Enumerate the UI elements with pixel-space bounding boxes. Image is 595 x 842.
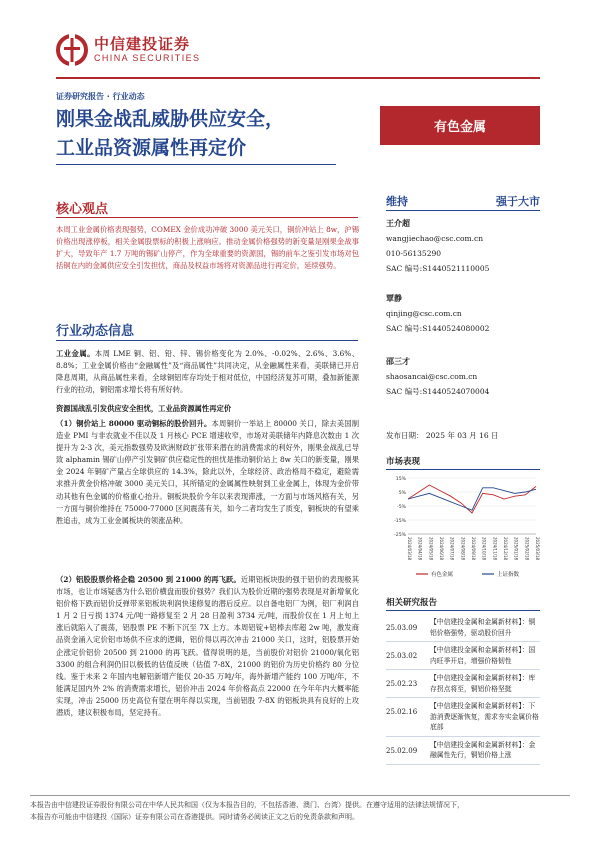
report-item[interactable] xyxy=(386,670,540,698)
report-item[interactable] xyxy=(386,737,540,765)
report-title-link[interactable]: 【中信建投金属和金属新材料】：铜铝价格强势，驱动股价回升 xyxy=(430,618,536,637)
csc-logo-icon xyxy=(56,34,88,66)
y-tick-label: -25% xyxy=(394,533,406,538)
report-date: 25.03.09 xyxy=(386,624,418,632)
core-heading-rule xyxy=(56,217,358,218)
paragraph-text: 本周铜价一举站上 80000 关口，除去美国制造业 PMI 与非农就业不佳以及 1 月核心 PCE 增速收窄，市场对美联储年内降息次数由 1 次提升为 2-3 次，美元指数强势及欧洲财政扩张带来潜在的消费需求的利好外，刚果金战乱已导致 alphamin 锡矿山停产引发铜矿供应稳定性的担忧是推动铜价站上 8w 关口的新变量，刚果金 2024 年铜矿产量占全球供应的 14.3%，除此以外，全球经济、政治格局不稳定，避险需求推升黄金价格冲破 3000 美元关口，其所锚定的金属属性映射到工业金属上，体现为金价带动其他有色金属的价格重心抬升。铜板块股价今年以来表现滞涨，一方面与市场风格有关，另一方面与铜价维持在 75000-77000 区间震荡有关，如今二者均发生了质变，铜板块的有望乘胜追击，成为工业金属板块的领涨品种。 xyxy=(56,419,359,525)
aluminum-paragraph xyxy=(56,574,359,719)
x-tick-label: 2024/12/18 xyxy=(503,537,508,561)
market-heading: 市场表现 xyxy=(386,457,421,467)
reports-heading: 相关研究报告 xyxy=(386,598,438,608)
rating-row xyxy=(386,193,540,209)
paragraph-label: 工业金属。 xyxy=(56,349,95,358)
x-tick-label: 2025/01/18 xyxy=(513,537,519,561)
x-tick-label: 2024/11/18 xyxy=(492,537,498,561)
report-title-link[interactable]: 【中信建投金属和金属新材料】：金融属性先行，铜铝价格上涨 xyxy=(430,740,536,759)
report-title-link[interactable]: 【中信建投金属和金属新材料】：国内旺季开启，增强价格韧性 xyxy=(430,646,536,665)
analyst-block xyxy=(386,216,489,276)
subheading-supply-security: 资源国战乱引发供应安全担忧，工业品资源属性再定价 xyxy=(56,404,232,413)
header-divider xyxy=(56,77,540,79)
market-chart-svg xyxy=(386,472,540,582)
related-reports-list xyxy=(386,614,540,765)
paragraph-text: 近期铝板块股的强于铝价的表现极其市场，也让市场疑惑为什么铝价横盘而股价强势？我们认为股价近期的强势表现是对新增氧化铝价格下跌而铝价反弹带来铝板块利润快速修复的潜后反应。以自备电铝厂为例，铝厂利润自 1 月 2 日亏损 1374 元/吨一路修复至 2 月 28 日盈利 3734 元/吨，而股价仅在 1 月上旬上涨后就陷入了震荡，铝股票 PE 不断下沉至 7X 上方。本周铝锭+铝棒去库超 2w 吨，激发商品资金涌入定价铝市场供不应求的逻辑，铝价得以再次冲击 21000 关口，这时，铝股票开始企涨定价铝价 20500 到 21000 的再飞跃。值得说明的是，当前股价对铝价 21000/氧化铝 3300 的组合利润仍旧以极低的估值反映（估值 7-8X，21000 的铝价为历史价格约 80 分位线。鉴于未来 2 年国内电解铝新增产能仅 20-35 万吨/年，海外新增产能约 100 万吨/年，不能满足国内外 2% 的消费需求增长，铝价冲击 2024 年价格高点 22000 在今年年内大概率能实现，冲击 25000 历史高位有望在明年得以实现，当前铝股 7-8X 的铝板块具有良好的上攻潜质，建议积极布局，坚定持有。 xyxy=(56,575,359,718)
analyst-email: wangjiechao@csc.com.cn xyxy=(386,234,484,243)
analyst-sac: SAC 编号:S1440521110005 xyxy=(386,264,490,273)
reports-heading-rule xyxy=(386,610,540,611)
report-item[interactable] xyxy=(386,698,540,737)
industry-badge: 有色金属 xyxy=(380,106,540,145)
report-date: 25.02.09 xyxy=(386,746,418,755)
analyst-sac: SAC 编号:S1440524080002 xyxy=(386,324,490,333)
disclaimer-line-1: 本报告由中信建投证券股份有限公司在中华人民共和国（仅为本报告目的，不包括香港、澳门、台湾）提供。在遵守适用的法律法规情况下， xyxy=(30,801,464,809)
company-logo xyxy=(56,34,200,66)
title-line-1: 刚果金战乱威胁供应安全， xyxy=(56,108,285,130)
analyst-email: qinjing@csc.com.cn xyxy=(386,309,462,318)
rating-divider xyxy=(386,210,540,211)
market-heading-rule xyxy=(386,469,540,470)
report-title-link[interactable]: 【中信建投金属和金属新材料】：库存拐点将至，铜铝价格坚挺 xyxy=(430,674,536,693)
report-title-link[interactable]: 【中信建投金属和金属新材料】：下游消费逐渐恢复，需求夯实金属价格底部 xyxy=(430,702,539,731)
analyst-name: 覃静 xyxy=(386,294,402,303)
disclaimer xyxy=(30,800,590,823)
copper-paragraph xyxy=(56,418,359,527)
x-tick-label: 2024/03/18 xyxy=(407,537,412,561)
analyst-name: 邵三才 xyxy=(386,357,410,366)
dynamics-heading: 行业动态信息 xyxy=(56,324,135,339)
logo-chinese: 中信建投证券 xyxy=(94,35,191,53)
report-title xyxy=(56,105,356,163)
y-tick-label: -15% xyxy=(394,519,406,524)
x-tick-label: 2025/03/18 xyxy=(535,537,540,561)
paragraph-label: （1）铜价站上 80000 驱动铜标的股价回升。 xyxy=(56,419,212,428)
x-tick-label: 2024/08/18 xyxy=(460,537,466,561)
analyst-name: 王介超 xyxy=(386,219,410,228)
x-tick-label: 2024/05/18 xyxy=(428,537,434,561)
core-summary: 本周工业金属价格表现强势，COMEX 金价成功冲破 3000 美元关口，铜价冲站上 8w，沪锡价格出现涨停板，相关金属股票标的积极上涨响应。推动金属价格强势的新变量是刚果金战事扩大，导致年产 1.7 万吨的锡矿山停产，作为全球重要的资源国，锡的前车之鉴引发市场对包括铜在内的金属供应安全引发担忧，商品及权益市场将对资源品进行再定价，延续强势。 xyxy=(56,225,359,271)
core-heading: 核心观点 xyxy=(56,202,109,217)
y-tick-label: 15% xyxy=(395,477,406,482)
analyst-sac: SAC 编号:S1440524070004 xyxy=(386,387,490,396)
title-underline xyxy=(56,164,336,165)
x-tick-label: 2024/09/18 xyxy=(471,537,476,561)
title-line-2: 工业品资源属性再定价 xyxy=(56,137,247,159)
report-item[interactable] xyxy=(386,614,540,642)
legend-label: 有色金属 xyxy=(431,572,454,578)
x-tick-label: 2024/06/18 xyxy=(439,537,444,561)
report-item[interactable] xyxy=(386,642,540,670)
series-line xyxy=(408,485,536,513)
paragraph-label: （2）铝股股票价格企稳 20500 到 21000 的再飞跃。 xyxy=(56,575,241,584)
publish-date: 发布日期： 2025 年 03 月 16 日 xyxy=(386,431,499,440)
industrial-metals-paragraph xyxy=(56,348,359,396)
report-date: 25.02.16 xyxy=(386,708,418,716)
logo-english: CHINA SECURITIES xyxy=(94,53,201,63)
analyst-phone: 010-56135290 xyxy=(386,249,442,258)
rating-value: 强于大市 xyxy=(496,195,540,208)
report-date: 25.03.02 xyxy=(386,652,418,660)
breadcrumb: 证券研究报告 · 行业动态 xyxy=(56,92,145,101)
rating-action: 维持 xyxy=(386,195,408,208)
y-tick-label: 5% xyxy=(398,491,406,496)
x-tick-label: 2024/04/18 xyxy=(417,537,423,561)
x-tick-label: 2024/07/18 xyxy=(449,537,455,561)
analyst-block xyxy=(386,354,489,399)
analyst-email: shaosancai@csc.com.cn xyxy=(386,372,478,381)
market-chart xyxy=(386,472,540,586)
analyst-block xyxy=(386,291,489,336)
footer-divider xyxy=(30,795,570,796)
report-date: 25.02.23 xyxy=(386,680,418,688)
legend-label: 上证指数 xyxy=(497,572,520,578)
disclaimer-line-2: 本报告亦可能由中信建投（国际）证券有限公司在香港提供。同时请务必阅读正文之后的免责条款和声明。 xyxy=(30,812,359,821)
dynamics-heading-rule xyxy=(56,340,358,341)
x-tick-label: 2025/02/18 xyxy=(524,537,530,561)
y-tick-label: -5% xyxy=(397,505,406,510)
paragraph-text: 本周 LME 铜、铝、铅、锌、锡价格变化为 2.0%、-0.02%、2.6%、3.6%、8.8%；工业金属价格由“金融属性”及“商品属性”共同决定，从金融属性来看，美联储已开启降息周期，从商品属性来看，全球铜铝库存均处于相对低位，中国经济复苏可期，叠加新能源行业的拉动，铜铝需求增长将有所好转。 xyxy=(56,349,359,395)
series-line xyxy=(408,488,536,510)
x-tick-label: 2024/10/18 xyxy=(481,537,487,561)
